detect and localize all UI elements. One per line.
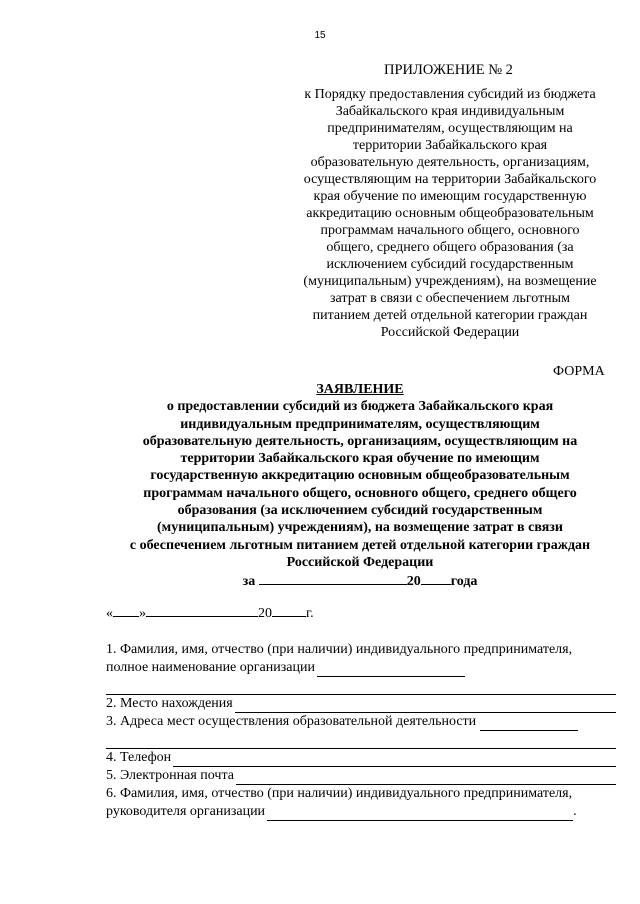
page-number: 15 — [314, 30, 326, 41]
appendix-line: Российской Федерации — [380, 325, 520, 340]
field-1-line-3 — [106, 677, 616, 695]
period-suffix: года — [450, 574, 478, 590]
statement-period — [80, 571, 640, 590]
field-6-label: 6. Фамилия, имя, отчество (при наличии) индивидуального предпринимателя, — [106, 786, 573, 801]
addresses-input-cont[interactable] — [106, 735, 616, 749]
appendix-line: края обучение по имеющим государственную — [313, 189, 587, 204]
field-4-label: 4. Телефон — [106, 750, 172, 765]
field-1-label: 1. Фамилия, имя, отчество (при наличии) индивидуального предпринимателя, — [106, 642, 573, 657]
field-6-line-1 — [106, 785, 616, 803]
field-1-label-cont: полное наименование организации — [106, 660, 315, 675]
statement-line: государственную аккредитацию основным общеобразовательным — [150, 468, 570, 484]
statement-line: образовательную деятельность, организациям, осуществляющим на — [142, 433, 578, 449]
statement-heading — [80, 381, 640, 591]
statement-line: индивидуальным предпринимателям, осуществляющим — [180, 416, 540, 432]
addresses-input[interactable] — [480, 717, 578, 731]
period-year-blank[interactable] — [421, 571, 451, 585]
statement-line: о предоставлении субсидий из бюджета Забайкальского края — [166, 399, 554, 415]
field-2-label: 2. Место нахождения — [106, 696, 233, 711]
location-input[interactable] — [235, 699, 616, 713]
appendix-line: осуществляющим на территории Забайкальского — [303, 172, 597, 187]
appendix-line: затрат в связи с обеспечением льготным — [330, 291, 570, 306]
form-label: ФОРМА — [553, 364, 605, 379]
phone-input[interactable] — [173, 753, 616, 767]
period-blank[interactable] — [259, 571, 407, 585]
field-1-line-1 — [106, 641, 616, 659]
date-open-quote: « — [106, 606, 113, 621]
field-3 — [106, 713, 616, 731]
email-input[interactable] — [236, 771, 616, 785]
appendix-title: ПРИЛОЖЕНИЕ № 2 — [384, 62, 513, 78]
period-prefix: за — [242, 574, 256, 590]
appendix-line: Забайкальского края индивидуальным — [335, 104, 565, 119]
appendix-line: образовательную деятельность, организациям, — [310, 155, 590, 170]
appendix-line: исключением субсидий государственным — [326, 257, 574, 272]
statement-line: программам начального общего, основного общего, среднего общего — [143, 485, 577, 501]
field-4 — [106, 749, 616, 767]
field-5 — [106, 767, 616, 785]
director-name-input[interactable] — [267, 807, 573, 821]
field-3-cont — [106, 731, 616, 749]
appendix-line: аккредитацию основным общеобразовательным — [306, 206, 594, 221]
org-name-input[interactable] — [317, 663, 465, 677]
field-1-line-2 — [106, 659, 616, 677]
year-blank[interactable] — [272, 603, 306, 617]
field-6-label-cont: руководителя организации — [106, 804, 266, 819]
field-5-label: 5. Электронная почта — [106, 768, 234, 783]
appendix-line: питанием детей отдельной категории граждан — [312, 308, 588, 323]
appendix-line: к Порядку предоставления субсидий из бюджета — [304, 87, 596, 102]
statement-line: Российской Федерации — [286, 554, 434, 570]
date-close-quote: » — [139, 606, 146, 621]
date-year: 20 — [258, 606, 272, 621]
appendix-description — [280, 86, 620, 341]
appendix-line: предпринимателям, осуществляющим на — [327, 121, 573, 136]
statement-line: образования (за исключением субсидий государственным — [177, 503, 543, 519]
day-blank[interactable] — [113, 603, 139, 617]
appendix-line: программам начального общего, основного — [320, 223, 580, 238]
field-6-end: . — [573, 804, 577, 819]
field-3-label: 3. Адреса мест осуществления образовательной деятельности — [106, 714, 477, 729]
statement-line: (муниципальным) учреждениям), на возмещение затрат в связи — [157, 520, 563, 536]
field-2 — [106, 695, 616, 713]
appendix-line: общего, среднего общего образования (за — [326, 240, 574, 255]
date-line — [106, 603, 314, 622]
month-blank[interactable] — [146, 603, 258, 617]
date-suffix: г. — [306, 606, 314, 621]
form-fields — [106, 641, 616, 821]
appendix-line: территории Забайкальского края — [352, 138, 548, 153]
org-name-input-cont[interactable] — [106, 681, 616, 695]
statement-line: территории Забайкальского края обучение по имеющим — [180, 451, 540, 467]
field-6-line-2 — [106, 803, 616, 821]
appendix-line: (муниципальным) учреждениям), на возмещение — [303, 274, 597, 289]
statement-title: ЗАЯВЛЕНИЕ — [316, 382, 404, 397]
statement-line: с обеспечением льготным питанием детей отдельной категории граждан — [129, 537, 591, 553]
period-year: 20 — [406, 574, 421, 590]
